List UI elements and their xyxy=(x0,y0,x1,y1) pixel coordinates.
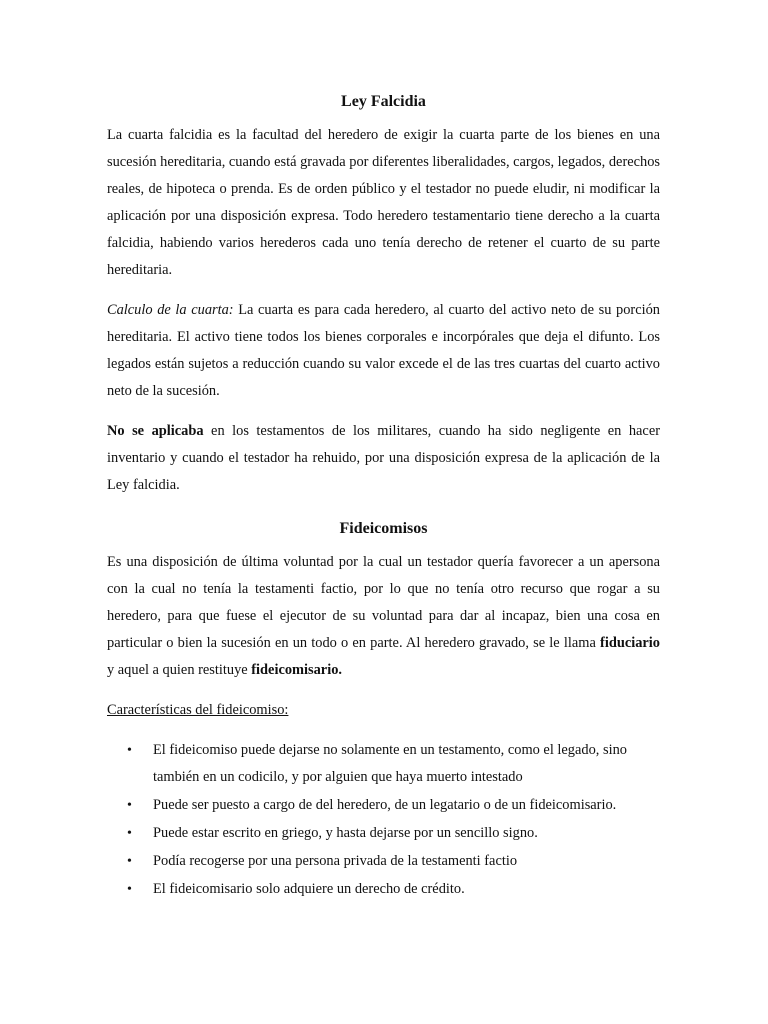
calculo-lead: Calculo de la cuarta: xyxy=(107,302,234,318)
list-item-text: Podía recogerse por una persona privada de la testamenti factio xyxy=(153,853,518,869)
list-item-text: El fideicomisario solo adquiere un derecho de crédito. xyxy=(153,881,465,897)
fideicomiso-mid: y aquel a quien restituye xyxy=(107,662,252,678)
list-item-text: Puede ser puesto a cargo de del heredero, de un legatario o de un fideicomisario. xyxy=(153,797,617,813)
paragraph-cuarta-falcidia: La cuarta falcidia es la facultad del heredero de exigir la cuarta parte de los bienes en una sucesión hereditaria, cuando está gravada por diferentes liberalidades, cargos, legados, derechos reales, de hipoteca o prenda. Es de orden público y el testador no puede eludir, ni modificar la aplicación por una disposición expresa. Todo heredero testamentario tiene derecho a la cuarta falcidia, habiendo varios herederos cada uno tenía derecho de retener el cuarto de su parte hereditaria. xyxy=(107,127,660,278)
list-item xyxy=(107,737,660,791)
list-item-text: Puede estar escrito en griego, y hasta dejarse por un sencillo signo. xyxy=(153,825,538,841)
bullet-icon: • xyxy=(127,743,132,758)
bullet-icon: • xyxy=(127,826,132,841)
bullet-icon: • xyxy=(127,854,132,869)
term-fiduciario: fiduciario xyxy=(600,635,660,651)
list-item xyxy=(107,792,660,819)
section-title-ley-falcidia: Ley Falcidia xyxy=(341,93,426,110)
section-title-fideicomisos: Fideicomisos xyxy=(339,520,428,537)
term-fideicomisario: fideicomisario. xyxy=(251,662,342,678)
no-aplica-lead: No se aplicaba xyxy=(107,423,204,439)
list-item xyxy=(107,876,660,903)
list-item-text: El fideicomiso puede dejarse no solamente en un testamento, como el legado, sino también en un codicilo, y por alguien que haya muerto intestado xyxy=(153,742,627,785)
list-item xyxy=(107,820,660,847)
paragraph-fideicomisos-definition xyxy=(107,549,660,684)
list-item xyxy=(107,848,660,875)
characteristics-list xyxy=(107,737,660,903)
fideicomiso-body: Es una disposición de última voluntad por la cual un testador quería favorecer a un apersona con la cual no tenía la testamenti factio, por lo que no tenía otro recurso que rogar a su heredero, para que fuese el ejecutor de su voluntad para dar al incapaz, bien una cosa en particular o bien la sucesión en un todo o en parte. Al heredero gravado, se le llama xyxy=(107,554,660,651)
bullet-icon: • xyxy=(127,882,132,897)
characteristics-heading: Características del fideicomiso: xyxy=(107,702,289,718)
calculo-body: La cuarta es para cada heredero, al cuarto del activo neto de su porción hereditaria. El activo tiene todos los bienes corporales e incorpórales que deja el difunto. Los legados están sujetos a reducción cuando su valor excede el de las tres cuartas del cuarto activo neto de la sucesión. xyxy=(107,302,660,399)
bullet-icon: • xyxy=(127,798,132,813)
paragraph-calculo-cuarta xyxy=(107,297,660,405)
paragraph-no-se-aplicaba xyxy=(107,418,660,499)
document-page xyxy=(107,88,660,904)
no-aplica-body: en los testamentos de los militares, cuando ha sido negligente en hacer inventario y cuando el testador ha rehuido, por una disposición expresa de la aplicación de la Ley falcidia. xyxy=(107,423,660,493)
